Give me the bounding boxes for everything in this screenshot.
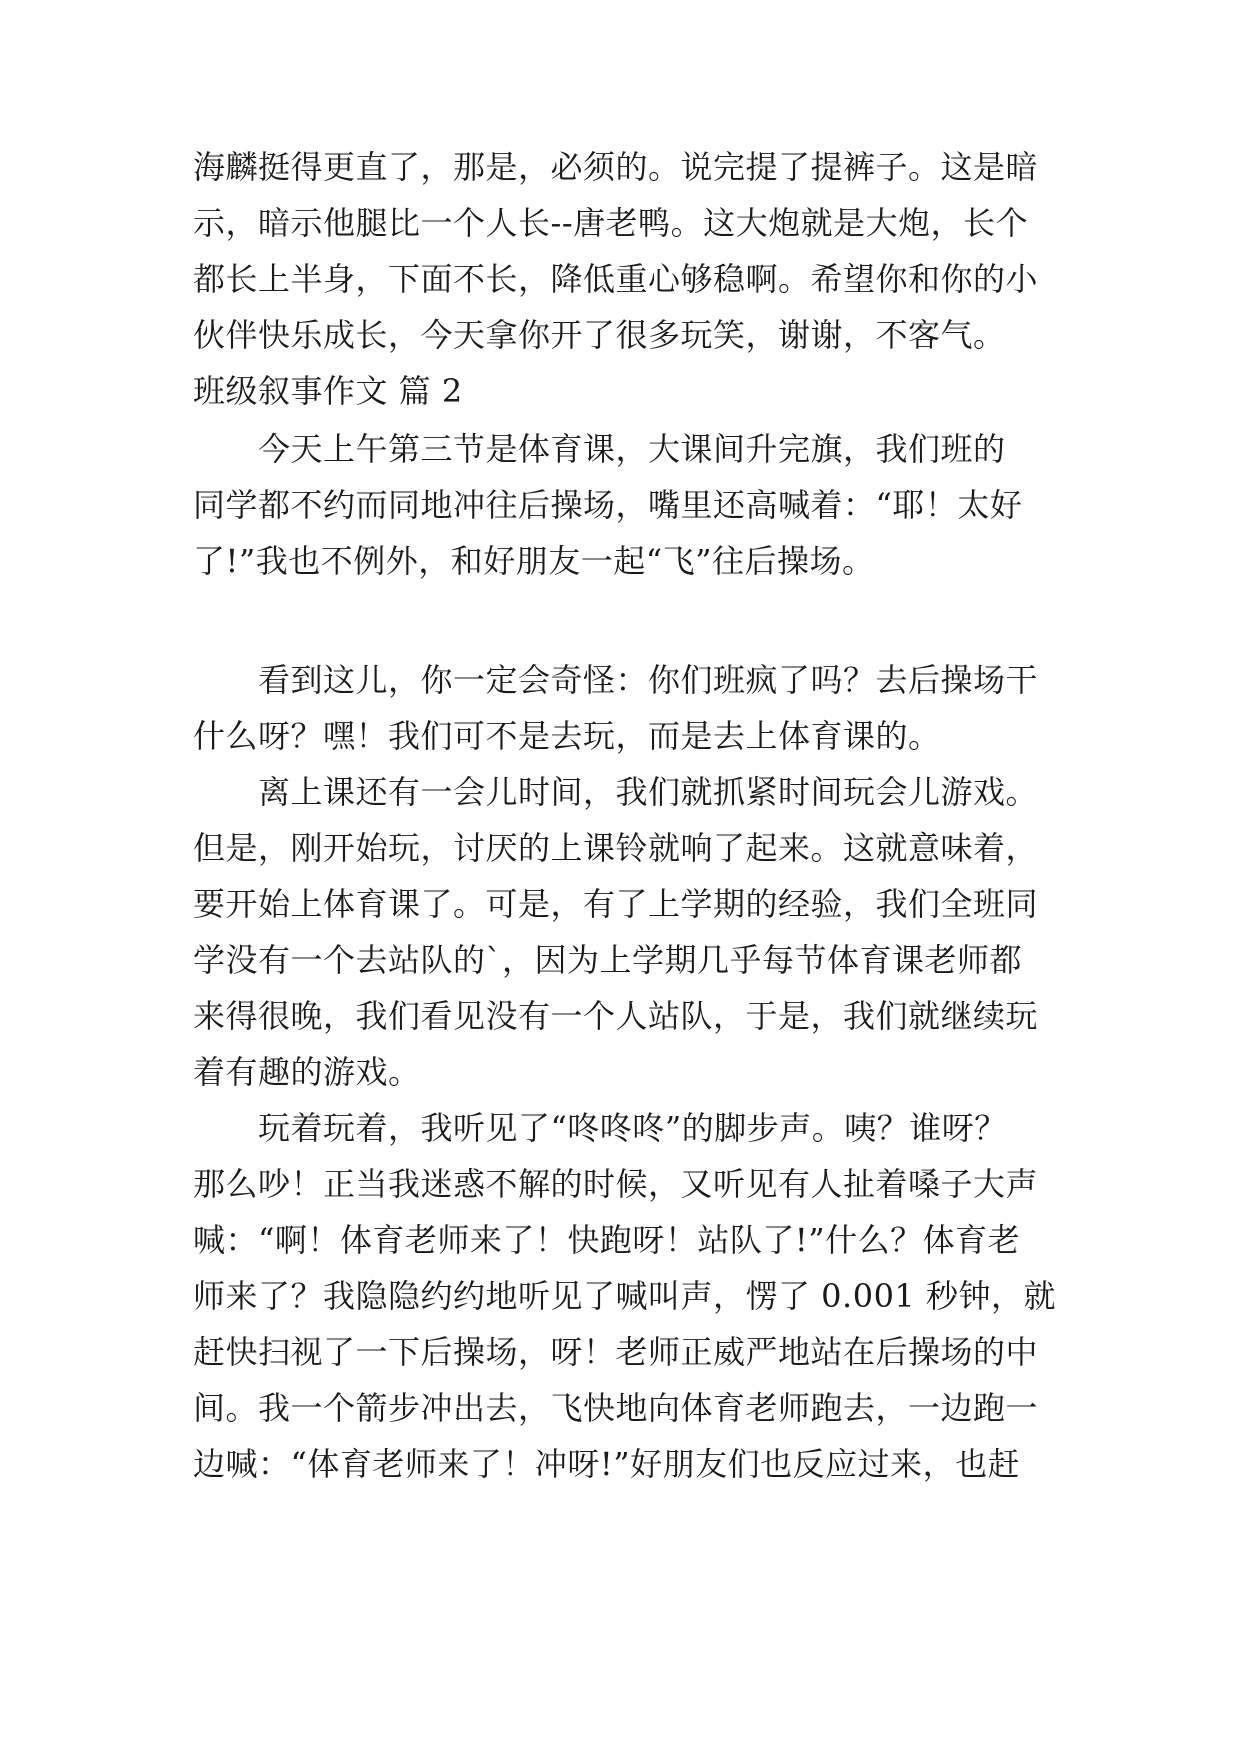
text-line: 今天上午第三节是体育课，大课间升完旗，我们班的 — [193, 430, 1006, 468]
text-line: 玩着玩着，我听见了“咚咚咚”的脚步声。咦？谁呀？ — [193, 1109, 1007, 1147]
text-line: 看到这儿，你一定会奇怪：你们班疯了吗？去后操场干 — [193, 661, 1039, 699]
text-line: 离上课还有一会儿时间，我们就抓紧时间玩会儿游戏。 — [193, 773, 1039, 811]
section-heading: 班级叙事作文 篇 2 — [193, 372, 463, 410]
text-line: 师来了？我隐隐约约地听见了喊叫声，愣了 0.001 秒钟，就 — [193, 1277, 1056, 1315]
text-line: 都长上半身，下面不长，降低重心够稳啊。希望你和你的小 — [193, 260, 1039, 298]
text-line: 着有趣的游戏。 — [193, 1053, 421, 1091]
text-line: 那么吵！正当我迷惑不解的时候，又听见有人扯着嗓子大声 — [193, 1165, 1039, 1203]
text-line: 示，暗示他腿比一个人长--唐老鸭。这大炮就是大炮，长个 — [193, 204, 1029, 242]
text-line: 赶快扫视了一下后操场，呀！老师正威严地站在后操场的中 — [193, 1333, 1039, 1371]
text-line: 但是，刚开始玩，讨厌的上课铃就响了起来。这就意味着， — [193, 829, 1039, 867]
text-line: 海麟挺得更直了，那是，必须的。说完提了提裤子。这是暗 — [193, 148, 1039, 186]
text-line: 喊：“啊！体育老师来了！快跑呀！站队了!”什么？体育老 — [193, 1221, 1021, 1259]
text-line: 间。我一个箭步冲出去，飞快地向体育老师跑去，一边跑一 — [193, 1389, 1039, 1427]
text-line: 伙伴快乐成长，今天拿你开了很多玩笑，谢谢，不客气。 — [193, 316, 1006, 354]
text-line: 同学都不约而同地冲往后操场，嘴里还高喊着：“耶！太好 — [193, 486, 1023, 524]
text-line: 什么呀？嘿！我们可不是去玩，而是去上体育课的。 — [193, 717, 941, 755]
text-line: 来得很晚，我们看见没有一个人站队，于是，我们就继续玩 — [193, 997, 1039, 1035]
text-line: 边喊：“体育老师来了！冲呀!”好朋友们也反应过来，也赶 — [193, 1445, 1021, 1483]
text-line: 了!”我也不例外，和好朋友一起“飞”往后操场。 — [193, 542, 875, 580]
text-line: 学没有一个去站队的`，因为上学期几乎每节体育课老师都 — [193, 941, 1023, 979]
text-line: 要开始上体育课了。可是，有了上学期的经验，我们全班同 — [193, 885, 1039, 923]
